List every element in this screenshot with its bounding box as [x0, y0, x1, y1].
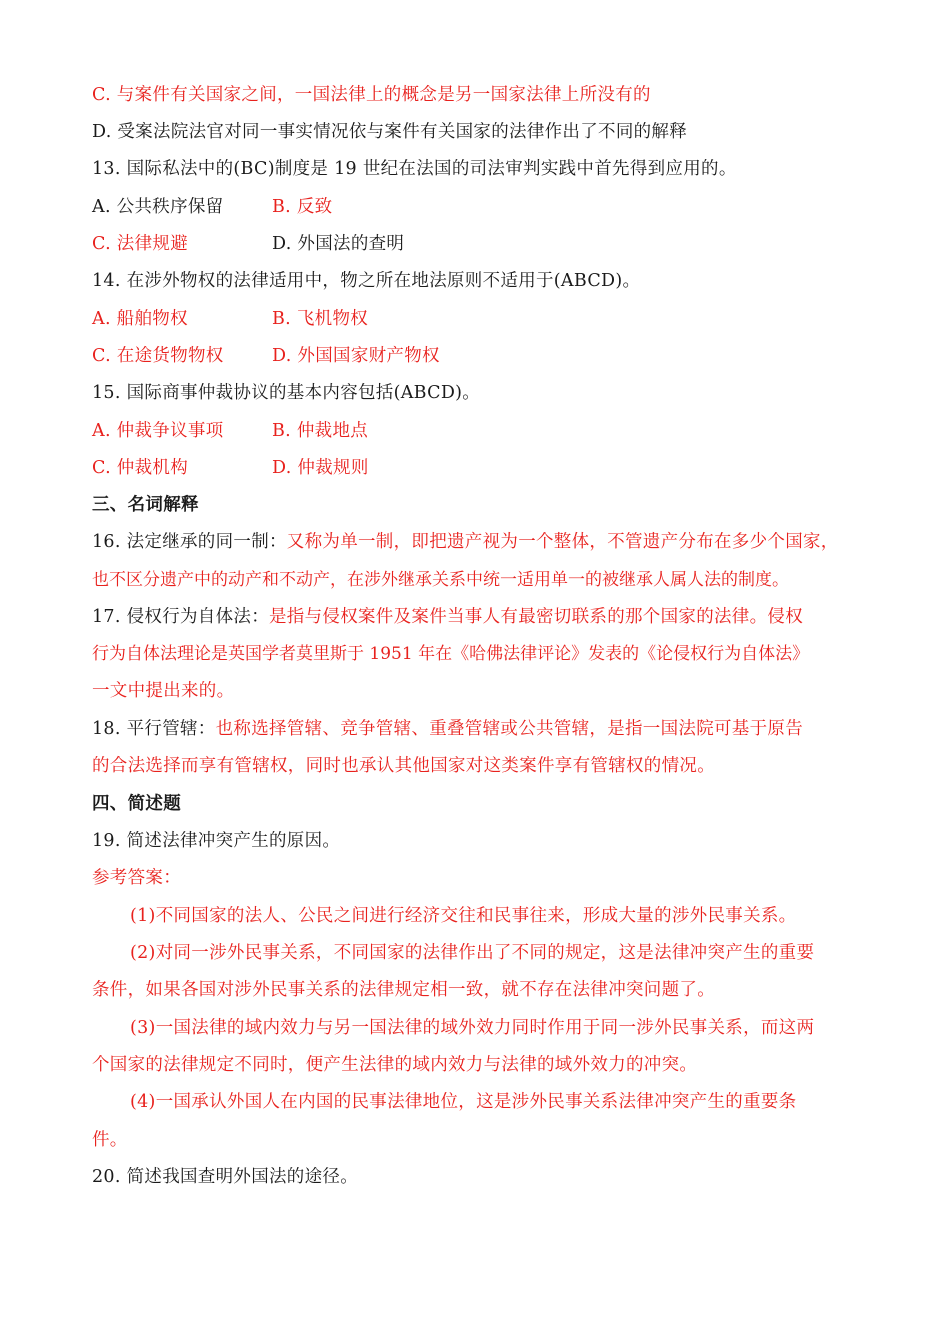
q16-term: 16. 法定继承的同一制：	[92, 532, 287, 552]
q18-answer-line1: 也称选择管辖、竞争管辖、重叠管辖或公共管辖，是指一国法院可基于原告	[215, 719, 803, 739]
q19-point3-line1: (3)一国法律的域内效力与另一国法律的域外效力同时作用于同一涉外民事关系，而这两	[130, 1018, 815, 1038]
q17-answer-line2: 行为自体法理论是英国学者莫里斯于 1951 年在《哈佛法律评论》发表的《论侵权行为自体法》	[92, 644, 810, 664]
q15-options-row2	[92, 456, 862, 480]
q13-options-row1	[92, 195, 862, 219]
q19-answer-label: 参考答案：	[92, 868, 181, 888]
q14-options-row2	[92, 344, 862, 368]
q13-option-b: B. 反致	[272, 197, 333, 217]
q19-point4-line1: (4)一国承认外国人在内国的民事法律地位，这是涉外民事关系法律冲突产生的重要条	[130, 1092, 797, 1112]
q20-stem: 20. 简述我国查明外国法的途径。	[92, 1167, 358, 1187]
q17-term: 17. 侵权行为自体法：	[92, 607, 269, 627]
q18-answer-line2: 的合法选择而享有管辖权，同时也承认其他国家对这类案件享有管辖权的情况。	[92, 756, 715, 776]
q19-stem: 19. 简述法律冲突产生的原因。	[92, 831, 341, 851]
section3-heading: 三、名词解释	[92, 495, 199, 515]
q15-options-row1	[92, 419, 862, 443]
q19-point4-line2: 件。	[92, 1130, 128, 1150]
q14-option-a: A. 船舶物权	[92, 309, 188, 329]
q14-option-d: D. 外国国家财产物权	[272, 346, 440, 366]
q12-option-c: C. 与案件有关国家之间，一国法律上的概念是另一国家法律上所没有的	[92, 85, 651, 105]
q15-option-a: A. 仲裁争议事项	[92, 421, 224, 441]
q13-option-d: D. 外国法的查明	[272, 234, 405, 254]
q19-point3-line2: 个国家的法律规定不同时，便产生法律的域内效力与法律的域外效力的冲突。	[92, 1055, 698, 1075]
q13-options-row2	[92, 232, 862, 256]
q13-stem: 13. 国际私法中的(BC)制度是 19 世纪在法国的司法审判实践中首先得到应用的。	[92, 159, 737, 179]
q16-line1	[92, 530, 862, 554]
q15-option-d: D. 仲裁规则	[272, 458, 369, 478]
q16-answer-line2: 也不区分遗产中的动产和不动产，在涉外继承关系中统一适用单一的被继承人属人法的制度。	[92, 570, 789, 590]
q17-answer-line3: 一文中提出来的。	[92, 681, 235, 701]
q12-option-d: D. 受案法院法官对同一事实情况依与案件有关国家的法律作出了不同的解释	[92, 122, 688, 142]
q19-point2-line2: 条件，如果各国对涉外民事关系的法律规定相一致，就不存在法律冲突问题了。	[92, 980, 715, 1000]
section4-heading: 四、简述题	[92, 794, 181, 814]
q15-option-b: B. 仲裁地点	[272, 421, 369, 441]
q14-options-row1	[92, 307, 862, 331]
q14-option-c: C. 在途货物物权	[92, 346, 224, 366]
q16-answer-line1: 又称为单一制，即把遗产视为一个整体，不管遗产分布在多少个国家，	[286, 532, 839, 552]
q18-term: 18. 平行管辖：	[92, 719, 216, 739]
q19-point2-line1: (2)对同一涉外民事关系，不同国家的法律作出了不同的规定，这是法律冲突产生的重要	[130, 943, 815, 963]
q14-option-b: B. 飞机物权	[272, 309, 369, 329]
q18-line1	[92, 717, 862, 741]
q19-point1: (1)不同国家的法人、公民之间进行经济交往和民事往来，形成大量的涉外民事关系。	[130, 906, 797, 926]
q17-line1	[92, 605, 862, 629]
q13-option-a: A. 公共秩序保留	[92, 197, 224, 217]
q17-answer-line1: 是指与侵权案件及案件当事人有最密切联系的那个国家的法律。侵权	[269, 607, 803, 627]
q13-option-c: C. 法律规避	[92, 234, 188, 254]
q14-stem: 14. 在涉外物权的法律适用中，物之所在地法原则不适用于(ABCD)。	[92, 271, 641, 291]
q15-option-c: C. 仲裁机构	[92, 458, 188, 478]
q15-stem: 15. 国际商事仲裁协议的基本内容包括(ABCD)。	[92, 383, 481, 403]
